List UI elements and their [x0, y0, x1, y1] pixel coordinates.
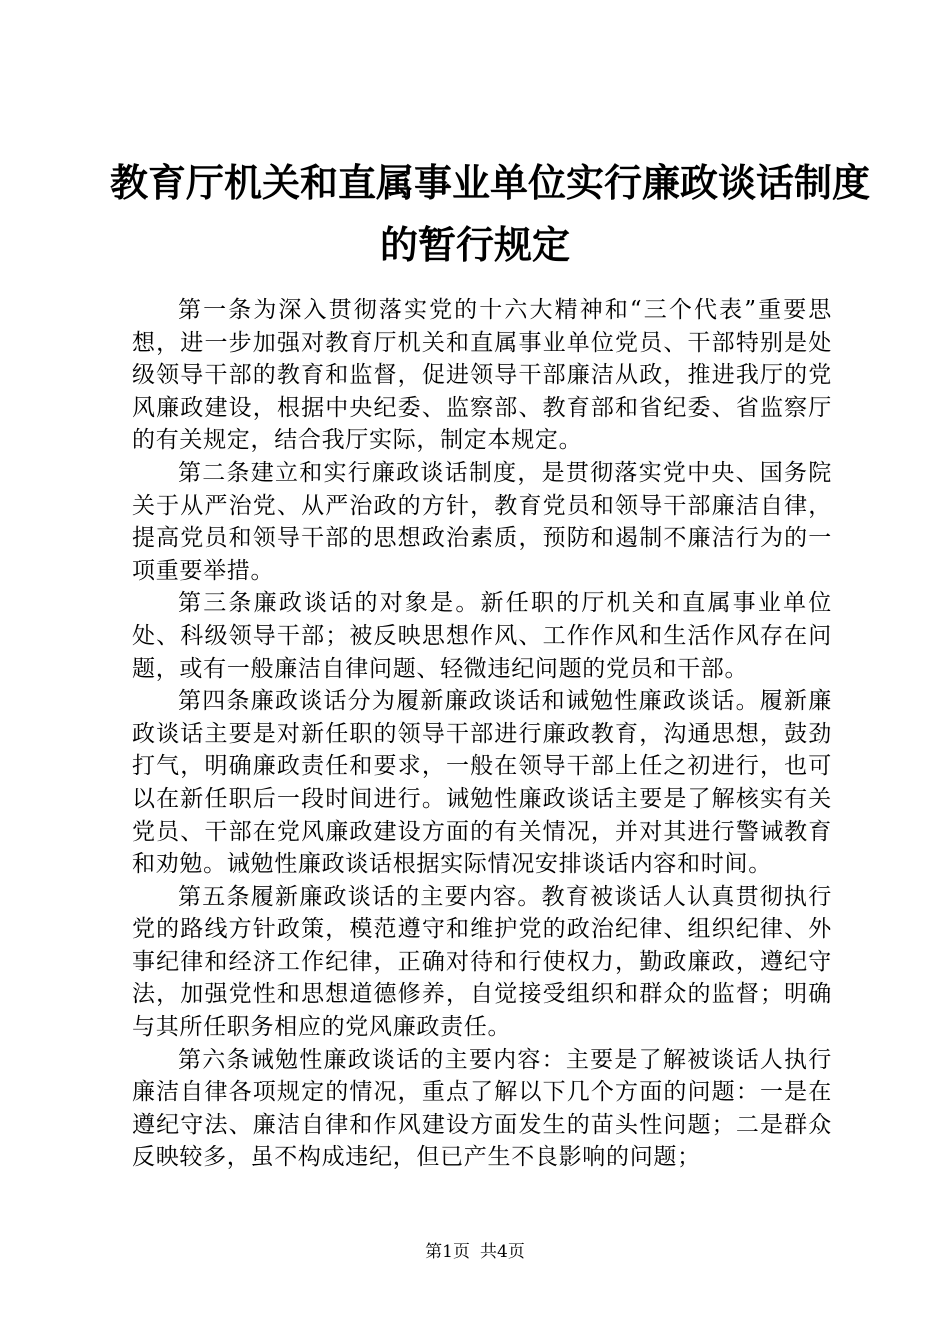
document-title-line-1: 教育厅机关和直属事业单位实行廉政谈话制度	[110, 161, 871, 205]
article-1-paragraph: 第一条为深入贯彻落实党的十六大精神和“三个代表”重要思想，进一步加强对教育厅机关和直属事业单位党员、干部特别是处级领导干部的教育和监督，促进领导干部廉洁从政，推进我厅的党风廉政建设，根据中央纪委、监察部、教育部和省纪委、省监察厅的有关规定，结合我厅实际，制定本规定。	[132, 297, 832, 454]
page-total: 共4页	[480, 1242, 525, 1262]
article-5-paragraph: 第五条履新廉政谈话的主要内容。教育被谈话人认真贯彻执行党的路线方针政策，模范遵守和维护党的政治纪律、组织纪律、外事纪律和经济工作纪律，正确对待和行使权力，勤政廉政，遵纪守法，加强党性和思想道德修养，自觉接受组织和群众的监督；明确与其所任职务相应的党风廉政责任。	[132, 883, 832, 1041]
document-body	[132, 294, 832, 1174]
document-title-line-2: 的暂行规定	[379, 223, 570, 267]
article-3-paragraph: 第三条廉政谈话的对象是。新任职的厅机关和直属事业单位处、科级领导干部；被反映思想作风、工作作风和生活作风存在问题，或有一般廉洁自律问题、轻微违纪问题的党员和干部。	[132, 590, 832, 682]
page-number: 第1页	[425, 1242, 470, 1262]
article-6-paragraph: 第六条诫勉性廉政谈话的主要内容：主要是了解被谈话人执行廉洁自律各项规定的情况，重点了解以下几个方面的问题：一是在遵纪守法、廉洁自律和作风建设方面发生的苗头性问题；二是群众反映较多，虽不构成违纪，但已产生不良影响的问题；	[132, 1046, 832, 1171]
article-4-paragraph: 第四条廉政谈话分为履新廉政谈话和诫勉性廉政谈话。履新廉政谈话主要是对新任职的领导干部进行廉政教育，沟通思想，鼓劲打气，明确廉政责任和要求，一般在领导干部上任之初进行，也可以在新任职后一段时间进行。诫勉性廉政谈话主要是了解核实有关党员、干部在党风廉政建设方面的有关情况，并对其进行警诫教育和劝勉。诫勉性廉政谈话根据实际情况安排谈话内容和时间。	[132, 688, 832, 878]
page-footer	[0, 1240, 950, 1264]
article-2-paragraph: 第二条建立和实行廉政谈话制度，是贯彻落实党中央、国务院关于从严治党、从严治政的方针，教育党员和领导干部廉洁自律，提高党员和领导干部的思想政治素质，预防和遏制不廉洁行为的一项重要举措。	[132, 459, 832, 584]
